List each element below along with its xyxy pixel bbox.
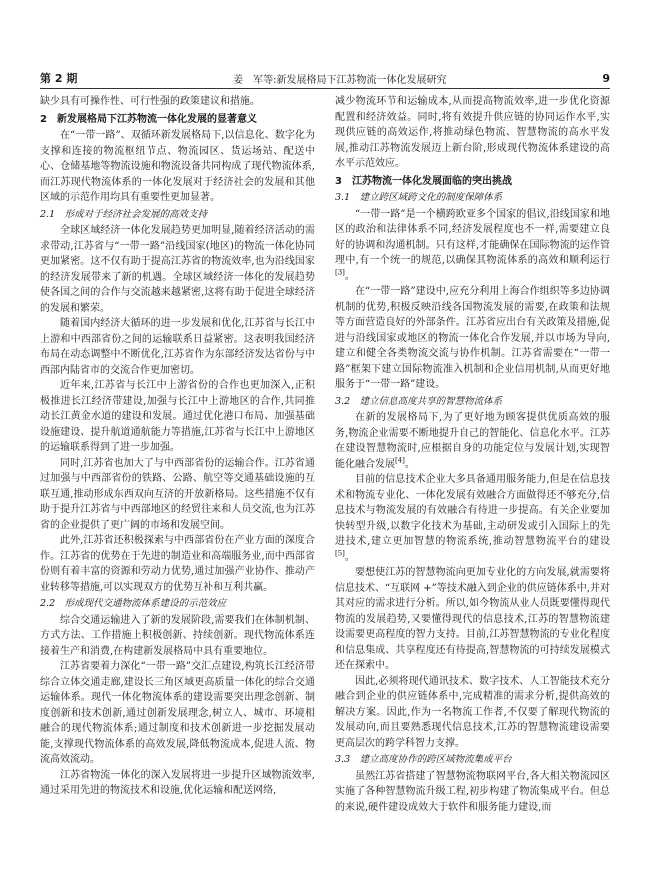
paragraph bbox=[335, 410, 610, 472]
paragraph: 全球区域经济一体化发展趋势更加明显,随着经济活动的需求带动,江苏省与“一带一路”沿线国家(地区)的物流一体化协同更加紧密。这不仅有助于提高江苏省的物流效率,也为沿线国家的经济发展带来了新的机遇。全球区域经济一体化的发展趋势使各国之间的合作与交流越来越紧密,这将有助于促进全球经济的发展和繁荣。 bbox=[40, 225, 315, 314]
paragraph: 在“一带一路”、双循环新发展格局下,以信息化、数字化为支撑和连接的物流枢纽节点、物流园区、货运场站、配送中心、仓储基地等物流设施和物流设备共同构成了现代物流体系,而江苏现代物流体系的一体化发展对于经济社会的发展和其他区域的示范作用均具有重要性更加显著。 bbox=[40, 130, 315, 203]
running-title: 姜 军等:新发展格局下江苏物流一体化发展研究 bbox=[233, 74, 447, 86]
citation: [3] bbox=[335, 268, 345, 277]
left-column bbox=[40, 94, 315, 799]
paragraph-end: 。 bbox=[344, 270, 355, 282]
citation: [5] bbox=[335, 549, 345, 558]
paragraph: 江苏省物流一体化的深入发展将进一步提升区域物流效率,通过采用先进的物流技术和设施,优化运输和配送网络, bbox=[40, 769, 315, 796]
paragraph bbox=[335, 472, 610, 565]
paragraph: 此外,江苏省还积极探索与中西部省份在产业方面的深度合作。江苏省的优势在于先进的制造业和高端服务业,而中西部省份则有着丰富的资源和劳动力优势,通过加强产业协作、推动产业转移等措施,可以实现双方的优势互补和互利共赢。 bbox=[40, 535, 315, 593]
paragraph: 在“一带一路”建设中,应充分利用上海合作组织等多边协调机制的优势,积极反映沿线各国物流发展的需要,在政策和法规等方面营造良好的外部条件。江苏省应出台有关政策及措施,促进与沿线国家或地区的物流一体化合作发展,并以市场为导向,建立和健全各类物流交流与协作机制。江苏省需要在“一带一路”框架下建立国际物流准入机制和企业信用机制,从而更好地服务于“一带一路”建设。 bbox=[335, 286, 610, 390]
subsection-heading: 3.3 建立高度协作的跨区域物流集成平台 bbox=[335, 754, 512, 765]
section-heading: 2 新发展格局下江苏物流一体化发展的显著意义 bbox=[40, 113, 257, 125]
paragraph-end: 。 bbox=[404, 458, 415, 470]
subsection-heading: 3.1 建立跨区域跨文化的制度保障体系 bbox=[335, 192, 503, 203]
paragraph-text: “一带一路”是一个横跨欧亚多个国家的倡议,沿线国家和地区的政治和法律体系不同,经济发展程度也不一样,需要建立良好的协调和沟通机制。只有这样,才能确保在国际物流的运作管理中,有一个统一的规范,以确保其物流体系的高效和顺利运行 bbox=[335, 208, 610, 266]
paragraph: 江苏省要着力深化“一带一路”交汇点建设,构筑长江经济带综合立体交通走廊,建设长三角区域更高质量一体化的综合交通运输体系。现代一体化物流体系的建设需要突出理念创新、制度创新和技术创新,通过创新发展理念,树立人、城市、环境相融合的现代物流体系;通过制度和技术创新进一步挖掘发展动能,支撑现代物流体系的高效发展,降低物流成本,促进人流、物流高效流动。 bbox=[40, 661, 315, 765]
paragraph-text: 在新的发展格局下,为了更好地为顾客提供优质高效的服务,物流企业需要不断地提升自己的智能化、信息化水平。江苏在建设智慧物流时,应根据自身的功能定位与发展计划,实现智能化融合发展 bbox=[335, 412, 610, 470]
subsection-heading: 2.1 形成对于经济社会发展的高效支持 bbox=[40, 208, 208, 220]
header-rule bbox=[40, 88, 610, 89]
page-header bbox=[40, 70, 610, 86]
paragraph: 减少物流环节和运输成本,从而提高物流效率,进一步优化资源配置和经济效益。同时,将有效提升供应链的协同运作水平,实现供应链的高效运作,将推动绿色物流、智慧物流的高水平发展,推动江苏物流发展迈上新台阶,形成现代物流体系建设的高水平示范效应。 bbox=[335, 96, 610, 169]
paragraph bbox=[335, 207, 610, 285]
paragraph: 缺少具有可操作性、可行性强的政策建议和措施。 bbox=[40, 96, 260, 107]
paragraph-text: 目前的信息技术企业大多具备通用服务能力,但是在信息技术和物流专业化、一体化发展有效融合方面做得还不够充分,信息技术与物流发展的有效融合有待进一步提高。有关企业要加快转型升级,以数字化技术为基础,主动研发或引入国际上的先进技术,建立更加智慧的物流系统,推动智慧物流平台的建设 bbox=[335, 474, 610, 547]
paragraph: 近年来,江苏省与长江中上游省份的合作也更加深入,正积极推进长江经济带建设,加强与长江中上游地区的合作,共同推动长江黄金水道的建设和发展。通过优化港口布局、加强基础设施建设、提升航道通航能力等措施,江苏省与长江中上游地区的运输联系得到了进一步加强。 bbox=[40, 380, 315, 453]
section-heading: 3 江苏物流一体化发展面临的突出挑战 bbox=[335, 175, 512, 187]
subsection-heading: 3.2 建立信息高度共享的智慧物流体系 bbox=[335, 395, 503, 407]
paragraph: 要想使江苏的智慧物流向更加专业化的方向发展,就需要将信息技术、“互联网 +”等技术融入到企业的供应链体系中,并对其对应的需求进行分析。所以,如今物流从业人员既要懂得现代物流的发展趋势,又要懂得现代的信息技术,江苏的智慧物流建设需要更高程度的智力支持。目前,江苏智慧物流的专业化程度和信息集成、共享程度还有待提高,智慧物流的可持续发展模式还在探索中。 bbox=[335, 567, 610, 671]
right-column bbox=[335, 94, 610, 815]
page-number: 9 bbox=[602, 71, 610, 85]
paragraph: 虽然江苏省搭建了智慧物流物联网平台,各大相关物流园区实施了各种智慧物流升级工程,初步构建了物流集成平台。但总的来说,硬件建设成效大于软件和服务能力建设,而 bbox=[335, 770, 610, 813]
paragraph: 综合交通运输进入了新的发展阶段,需要我们在体制机制、方式方法、工作措施上积极创新、持续创新。现代物流体系连接着生产和消费,在构建新发展格局中具有重要地位。 bbox=[40, 614, 315, 657]
citation: [4] bbox=[395, 456, 405, 465]
paragraph-end: 。 bbox=[344, 551, 355, 563]
subsection-heading: 2.2 形成现代交通物流体系建设的示范效应 bbox=[40, 598, 227, 609]
paragraph: 因此,必须将现代通讯技术、数字技术、人工智能技术充分融合到企业的供应链体系中,完成精准的需求分析,提供高效的解决方案。因此,作为一名物流工作者,不仅要了解现代物流的发展动向,而且要熟悉现代信息技术,江苏的智慧物流建设需要更高层次的跨学科智力支撑。 bbox=[335, 675, 610, 749]
paragraph: 同时,江苏省也加大了与中西部省份的运输合作。江苏省通过加强与中西部省份的铁路、公路、航空等交通基础设施的互联互通,推动形成东西双向互济的开放新格局。这些措施不仅有助于提升江苏省与中西部地区的经贸往来和人员交流,也为江苏省的企业提供了更广阔的市场和发展空间。 bbox=[40, 457, 315, 531]
issue-number: 第 2 期 bbox=[40, 72, 78, 85]
paragraph: 随着国内经济大循环的进一步发展和优化,江苏省与长江中上游和中西部省份之间的运输联系日益紧密。这表明我国经济布局在动态调整中不断优化,江苏省作为东部经济发达省份与中西部内陆省市的交流合作更加密切。 bbox=[40, 318, 315, 376]
